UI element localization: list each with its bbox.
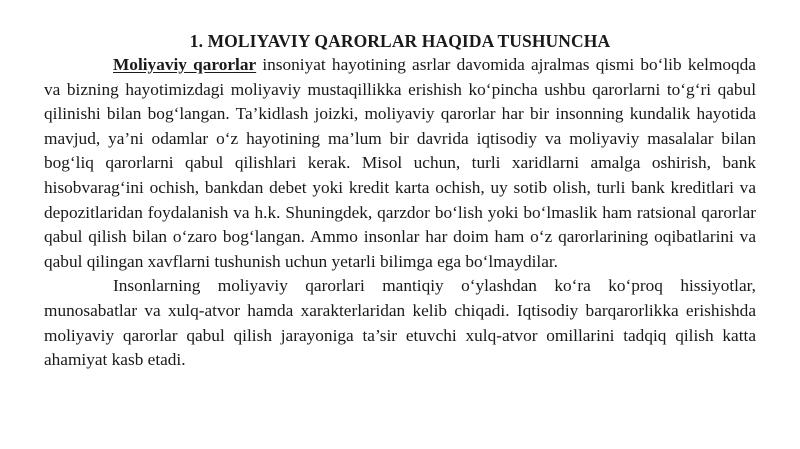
document-page xyxy=(44,29,756,373)
section-heading: 1. MOLIYAVIY QARORLAR HAQIDA TUSHUNCHA xyxy=(189,31,611,51)
paragraph-1-text: insoniyat hayotining asrlar davomida ajralmas qismi bo‘lib kelmoqda va bizning hayotimizdagi moliyaviy mustaqillikka erishish koʻpincha ushbu qarorlarni to‘g‘ri qabul qilinishi bilan bog‘langan. Ta’kidlash joizki, moliyaviy qarorlar har bir insonning kundalik hayotida mavjud, ya’ni odamlar o‘z hayotining ma’lum bir davrida iqtisodiy va moliyaviy masalalar bilan bog‘liq qarorlarni qabul qilishlari kerak. Misol uchun, turli xaridlarni amalga oshirish, bank hisobvarag‘ini ochish, bankdan debet yoki kredit karta ochish, uy sotib olish, turli bank kreditlari va depozitlaridan foydalanish va h.k. Shuningdek, qarzdor bo‘lish yoki bo‘lmaslik ham ratsional qarorlar qabul qilish bilan o‘zaro bog‘langan. Ammo insonlar har doim ham o‘z qarorlarining oqibatlarini va qabul qilingan xavflarni tushunish uchun yetarli bilimga ega bo‘lmaydilar. xyxy=(44,55,756,271)
paragraph-1 xyxy=(44,53,756,274)
key-term: Moliyaviy qarorlar xyxy=(113,55,257,74)
paragraph-2: Insonlarning moliyaviy qarorlari mantiqiy o‘ylashdan ko‘ra ko‘proq hissiyotlar, munosabatlar va xulq-atvor hamda xarakterlaridan kelib chiqadi. Iqtisodiy barqarorlikka erishishda moliyaviy qarorlar qabul qilish jarayoniga ta’sir etuvchi xulq-atvor omillarini tadqiq qilish katta ahamiyat kasb etadi. xyxy=(44,276,756,370)
